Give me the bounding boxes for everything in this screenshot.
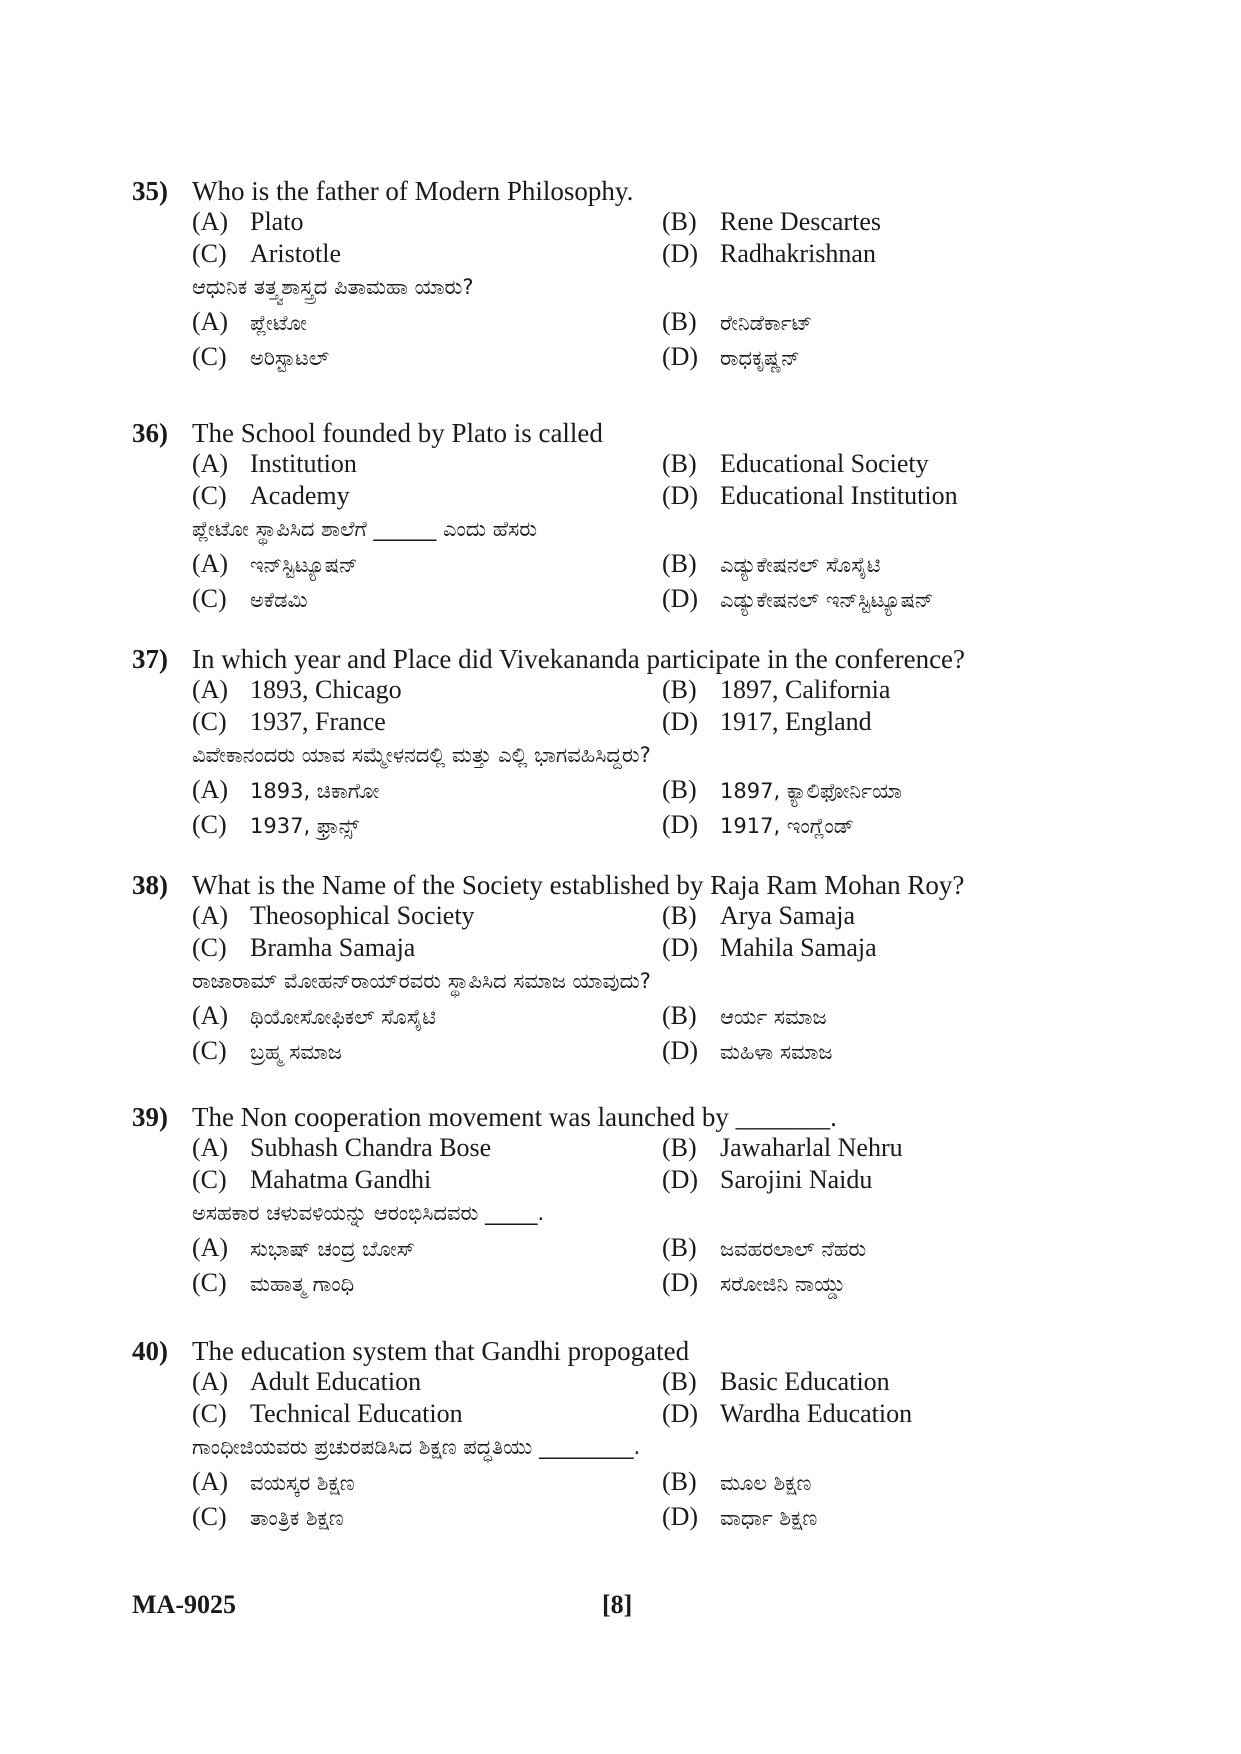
option-d-kn: (D) 1917, ಇಂಗ್ಲೆಂಡ್ bbox=[662, 810, 854, 839]
question-text: The School founded by Plato is called bbox=[192, 418, 603, 448]
question-text: The Non cooperation movement was launched by _______. bbox=[192, 1102, 837, 1132]
question-38 bbox=[132, 870, 1092, 1068]
option-c-kn: (C) ಅಕೆಡಮಿ bbox=[192, 584, 308, 613]
option-row-kn bbox=[132, 304, 1092, 339]
question-line bbox=[132, 870, 1092, 900]
option-b: (B) Educational Society bbox=[662, 449, 929, 478]
question-line bbox=[132, 418, 1092, 448]
option-a-kn: (A) ಇನ್‌ಸ್ಟಿಟ್ಯೂಷನ್ bbox=[192, 549, 358, 578]
option-b: (B) Rene Descartes bbox=[662, 207, 881, 236]
question-number: 35) bbox=[132, 176, 168, 206]
question-39 bbox=[132, 1102, 1092, 1300]
question-text-kannada: ಆಧುನಿಕ ತತ್ತ್ವಶಾಸ್ತ್ರದ ಪಿತಾಮಹಾ ಯಾರು? bbox=[192, 275, 474, 299]
option-row-kn bbox=[132, 339, 1092, 374]
option-row-kn bbox=[132, 1499, 1092, 1534]
option-row-en bbox=[132, 480, 1092, 512]
option-d-kn: (D) ರಾಧಕೃಷ್ಣನ್ bbox=[662, 342, 800, 371]
question-line bbox=[132, 176, 1092, 206]
option-row-en bbox=[132, 1164, 1092, 1196]
question-36 bbox=[132, 418, 1092, 616]
option-a: (A) 1893, Chicago bbox=[192, 675, 402, 704]
question-line bbox=[132, 1336, 1092, 1366]
page-footer bbox=[132, 1590, 1092, 1626]
option-row-en bbox=[132, 1366, 1092, 1398]
option-row-kn bbox=[132, 1265, 1092, 1300]
option-row-kn bbox=[132, 998, 1092, 1033]
option-c: (C) Technical Education bbox=[192, 1399, 463, 1428]
option-row-kn bbox=[132, 581, 1092, 616]
option-a: (A) Adult Education bbox=[192, 1367, 422, 1396]
question-number: 38) bbox=[132, 870, 168, 900]
question-text: The education system that Gandhi propogated bbox=[192, 1336, 690, 1366]
option-a: (A) Institution bbox=[192, 449, 357, 478]
question-number: 36) bbox=[132, 418, 168, 448]
option-row-kn bbox=[132, 807, 1092, 842]
option-row-kn bbox=[132, 1464, 1092, 1499]
question-text-kannada: ಅಸಹಕಾರ ಚಳುವಳಿಯನ್ನು ಆರಂಭಿಸಿದವರು _____. bbox=[192, 1201, 545, 1225]
option-b-kn: (B) ಆರ್ಯ ಸಮಾಜ bbox=[662, 1001, 827, 1030]
option-row-en bbox=[132, 206, 1092, 238]
option-a: (A) Plato bbox=[192, 207, 304, 236]
option-d-kn: (D) ಮಹಿಳಾ ಸಮಾಜ bbox=[662, 1036, 833, 1065]
option-d: (D) Sarojini Naidu bbox=[662, 1165, 873, 1194]
question-text: Who is the father of Modern Philosophy. bbox=[192, 176, 634, 206]
option-a-kn: (A) ಥಿಯೋಸೋಫಿಕಲ್ ಸೊಸೈಟಿ bbox=[192, 1001, 436, 1030]
option-d: (D) Radhakrishnan bbox=[662, 239, 876, 268]
paper-code: MA-9025 bbox=[132, 1590, 236, 1619]
option-a-kn: (A) ವಯಸ್ಕರ ಶಿಕ್ಷಣ bbox=[192, 1467, 355, 1496]
option-d: (D) Wardha Education bbox=[662, 1399, 913, 1428]
option-c-kn: (C) ಮಹಾತ್ಮ ಗಾಂಧಿ bbox=[192, 1268, 355, 1297]
option-row-en bbox=[132, 1132, 1092, 1164]
option-c-kn: (C) ಅರಿಸ್ಟಾಟಲ್ bbox=[192, 342, 330, 371]
option-b-kn: (B) 1897, ಕ್ಯಾಲಿಫೋರ್ನಿಯಾ bbox=[662, 775, 902, 804]
option-row-kn bbox=[132, 1033, 1092, 1068]
question-line bbox=[132, 644, 1092, 674]
option-b: (B) Jawaharlal Nehru bbox=[662, 1133, 903, 1162]
option-c: (C) Mahatma Gandhi bbox=[192, 1165, 432, 1194]
question-number: 40) bbox=[132, 1336, 168, 1366]
option-b-kn: (B) ಜವಹರಲಾಲ್ ನೆಹರು bbox=[662, 1233, 867, 1262]
option-b-kn: (B) ರೇನಿಡೆರ್ಕಾಟ್ bbox=[662, 307, 813, 336]
question-text-kannada: ವಿವೇಕಾನಂದರು ಯಾವ ಸಮ್ಮೇಳನದಲ್ಲಿ ಮತ್ತು ಎಲ್ಲಿ ಭಾಗವಹಿಸಿದ್ದರು? bbox=[192, 743, 651, 767]
question-37 bbox=[132, 644, 1092, 842]
question-text-kannada: ಪ್ಲೇಟೋ ಸ್ಥಾಪಿಸಿದ ಶಾಲೆಗೆ ______ ಎಂದು ಹೆಸರು bbox=[192, 517, 538, 541]
question-text: What is the Name of the Society established by Raja Ram Mohan Roy? bbox=[192, 870, 965, 900]
option-row-en bbox=[132, 1398, 1092, 1430]
question-40 bbox=[132, 1336, 1092, 1534]
question-text-kannada: ಗಾಂಧೀಜಿಯವರು ಪ್ರಚುರಪಡಿಸಿದ ಶಿಕ್ಷಣ ಪದ್ಧತಿಯು _________. bbox=[192, 1435, 641, 1459]
option-row-kn bbox=[132, 1230, 1092, 1265]
option-b-kn: (B) ಎಡ್ಯುಕೇಷನಲ್ ಸೊಸೈಟಿ bbox=[662, 549, 881, 578]
option-d-kn: (D) ಸರೋಜಿನಿ ನಾಯ್ಡು bbox=[662, 1268, 846, 1297]
option-a: (A) Theosophical Society bbox=[192, 901, 475, 930]
option-row-en bbox=[132, 238, 1092, 270]
option-b: (B) 1897, California bbox=[662, 675, 891, 704]
option-c: (C) 1937, France bbox=[192, 707, 386, 736]
option-c: (C) Bramha Samaja bbox=[192, 933, 416, 962]
option-d: (D) Mahila Samaja bbox=[662, 933, 877, 962]
option-b-kn: (B) ಮೂಲ ಶಿಕ್ಷಣ bbox=[662, 1467, 812, 1496]
option-d-kn: (D) ಎಡ್ಯುಕೇಷನಲ್ ಇನ್‌ಸ್ಟಿಟ್ಯೂಷನ್ bbox=[662, 584, 934, 613]
option-a: (A) Subhash Chandra Bose bbox=[192, 1133, 492, 1162]
question-number: 39) bbox=[132, 1102, 168, 1132]
option-c: (C) Academy bbox=[192, 481, 350, 510]
question-text-kannada: ರಾಜಾರಾಮ್ ಮೋಹನ್‌ರಾಯ್‌ರವರು ಸ್ಥಾಪಿಸಿದ ಸಮಾಜ ಯಾವುದು? bbox=[192, 969, 651, 993]
option-row-en bbox=[132, 932, 1092, 964]
option-row-en bbox=[132, 448, 1092, 480]
option-row-en bbox=[132, 900, 1092, 932]
option-c-kn: (C) ತಾಂತ್ರಿಕ ಶಿಕ್ಷಣ bbox=[192, 1502, 344, 1531]
option-b: (B) Arya Samaja bbox=[662, 901, 856, 930]
option-d: (D) 1917, England bbox=[662, 707, 872, 736]
option-c-kn: (C) 1937, ಫ್ರಾನ್ಸ್ bbox=[192, 810, 360, 839]
option-row-en bbox=[132, 674, 1092, 706]
option-c: (C) Aristotle bbox=[192, 239, 341, 268]
option-d-kn: (D) ವಾರ್ಧಾ ಶಿಕ್ಷಣ bbox=[662, 1502, 818, 1531]
question-number: 37) bbox=[132, 644, 168, 674]
option-b: (B) Basic Education bbox=[662, 1367, 890, 1396]
option-a-kn: (A) 1893, ಚಿಕಾಗೋ bbox=[192, 775, 380, 804]
question-text: In which year and Place did Vivekananda participate in the conference? bbox=[192, 644, 966, 674]
option-a-kn: (A) ಸುಭಾಷ್ ಚಂದ್ರ ಬೋಸ್ bbox=[192, 1233, 415, 1262]
question-35 bbox=[132, 176, 1092, 374]
option-row-kn bbox=[132, 772, 1092, 807]
option-row-kn bbox=[132, 546, 1092, 581]
option-d: (D) Educational Institution bbox=[662, 481, 958, 510]
option-row-en bbox=[132, 706, 1092, 738]
option-a-kn: (A) ಪ್ಲೇಟೋ bbox=[192, 307, 307, 336]
page-number: [8] bbox=[602, 1590, 633, 1619]
option-c-kn: (C) ಬ್ರಹ್ಮ ಸಮಾಜ bbox=[192, 1036, 342, 1065]
question-line bbox=[132, 1102, 1092, 1132]
